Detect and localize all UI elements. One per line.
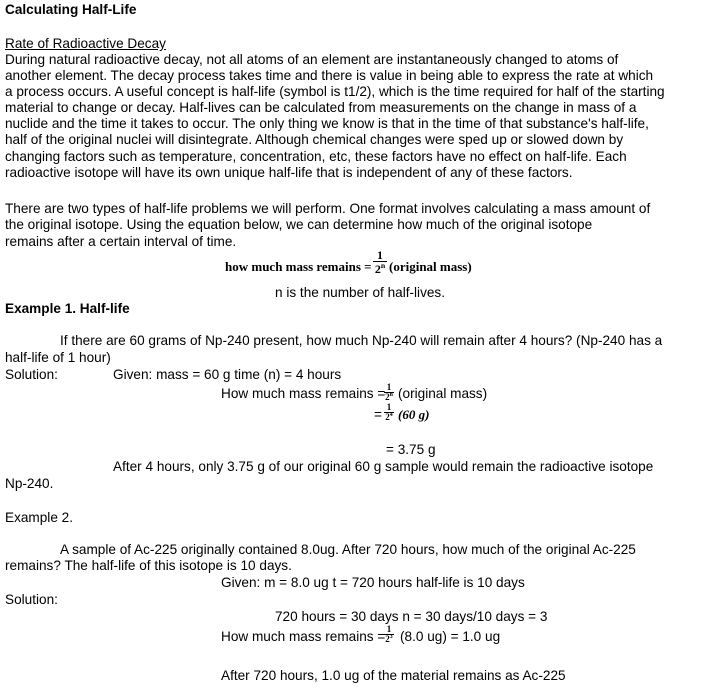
example-2-given: Given: m = 8.0 ug t = 720 hours half-life is 10 days xyxy=(221,575,525,590)
paragraph-line: During natural radioactive decay, not all atoms of an element are instantaneously changed to atoms of xyxy=(5,52,619,67)
example-2-conversion: 720 hours = 30 days n = 30 days/10 days = 3 xyxy=(275,609,548,624)
formula-denominator-exp: n xyxy=(380,261,386,270)
example-1-step2-rhs: (60 g) xyxy=(398,407,430,422)
example-2-calc-fraction xyxy=(384,625,394,644)
fraction-denominator-exp: 4 xyxy=(389,412,393,418)
fraction-denominator-exp: 3 xyxy=(389,634,393,640)
example-1-conclusion: After 4 hours, only 3.75 g of our original 60 g sample would remain the radioactive isotope xyxy=(113,459,654,474)
fraction-numerator: 1 xyxy=(384,625,394,635)
paragraph-line: the original isotope. Using the equation below, we can determine how much of the original isotope xyxy=(5,217,593,232)
example-1-solution-label: Solution: xyxy=(5,367,58,382)
page-title: Calculating Half-Life xyxy=(5,2,137,17)
formula-denominator-base: 2 xyxy=(374,262,381,276)
fraction-denominator-base: 2 xyxy=(385,412,390,422)
paragraph-line: another element. The decay process takes time and there is value in being able to express the rate at which xyxy=(5,68,654,83)
fraction-denominator-base: 2 xyxy=(385,392,390,402)
example-2-calc-lhs: How much mass remains = xyxy=(221,629,386,644)
example-1-step2-fraction xyxy=(384,403,394,422)
example-1-step1-rhs: (original mass) xyxy=(398,386,488,401)
example-1-step1-lhs: How much mass remains = xyxy=(221,386,386,401)
example-1-step1-fraction xyxy=(384,383,394,402)
example-1-given: Given: mass = 60 g time (n) = 4 hours xyxy=(113,367,342,382)
formula-numerator: 1 xyxy=(373,249,387,262)
example-1-heading: Example 1. Half-life xyxy=(5,301,130,316)
formula-lhs: how much mass remains = xyxy=(225,259,372,274)
paragraph-line: remains after a certain interval of time. xyxy=(5,234,237,249)
example-2-question: A sample of Ac-225 originally contained 8.0ug. After 720 hours, how much of the original Ac-225 xyxy=(60,542,636,557)
fraction-numerator: 1 xyxy=(384,383,394,393)
example-2-solution-label: Solution: xyxy=(5,592,58,607)
example-2-question-cont: remains? The half-life of this isotope is 10 days. xyxy=(5,558,292,573)
formula-rhs: (original mass) xyxy=(389,259,472,274)
example-1-question: If there are 60 grams of Np-240 present, how much Np-240 will remain after 4 hours? (Np-240 has a xyxy=(60,333,663,348)
example-1-question-cont: half-life of 1 hour) xyxy=(5,350,111,365)
paragraph-line: nuclide and the time it takes to occur. The only thing we know is that in the time of that substance's half-life, xyxy=(5,116,649,131)
example-1-result: = 3.75 g xyxy=(386,442,436,457)
fraction-numerator: 1 xyxy=(384,403,394,413)
paragraph-line: material to change or decay. Half-lives can be calculated from measurements on the change in mass of a xyxy=(5,100,637,115)
paragraph-line: changing factors such as temperature, concentration, etc, these factors have no effect on half-life. Each xyxy=(5,149,627,164)
example-2-calc-rhs: (8.0 ug) = 1.0 ug xyxy=(400,629,501,644)
section-heading: Rate of Radioactive Decay xyxy=(5,36,166,51)
fraction-denominator-base: 2 xyxy=(385,634,390,644)
paragraph-line: a process occurs. A useful concept is half-life (symbol is t1/2), which is the time required for half of the starting xyxy=(5,84,665,99)
formula-note: n is the number of half-lives. xyxy=(275,285,446,300)
paragraph-line: half of the original nuclei will disintegrate. Although chemical changes were sped up or slowed down by xyxy=(5,132,624,147)
example-1-step2-eq: = xyxy=(374,407,382,422)
formula-fraction xyxy=(373,249,387,275)
paragraph-line: radioactive isotope will have its own unique half-life that is independent of any of these factors. xyxy=(5,165,573,180)
fraction-denominator-exp: n xyxy=(389,392,393,398)
example-2-heading: Example 2. xyxy=(5,510,74,525)
example-2-conclusion: After 720 hours, 1.0 ug of the material remains as Ac-225 xyxy=(221,668,566,683)
example-1-conclusion-cont: Np-240. xyxy=(5,476,54,491)
paragraph-line: There are two types of half-life problems we will perform. One format involves calculating a mass amount of xyxy=(5,201,651,216)
